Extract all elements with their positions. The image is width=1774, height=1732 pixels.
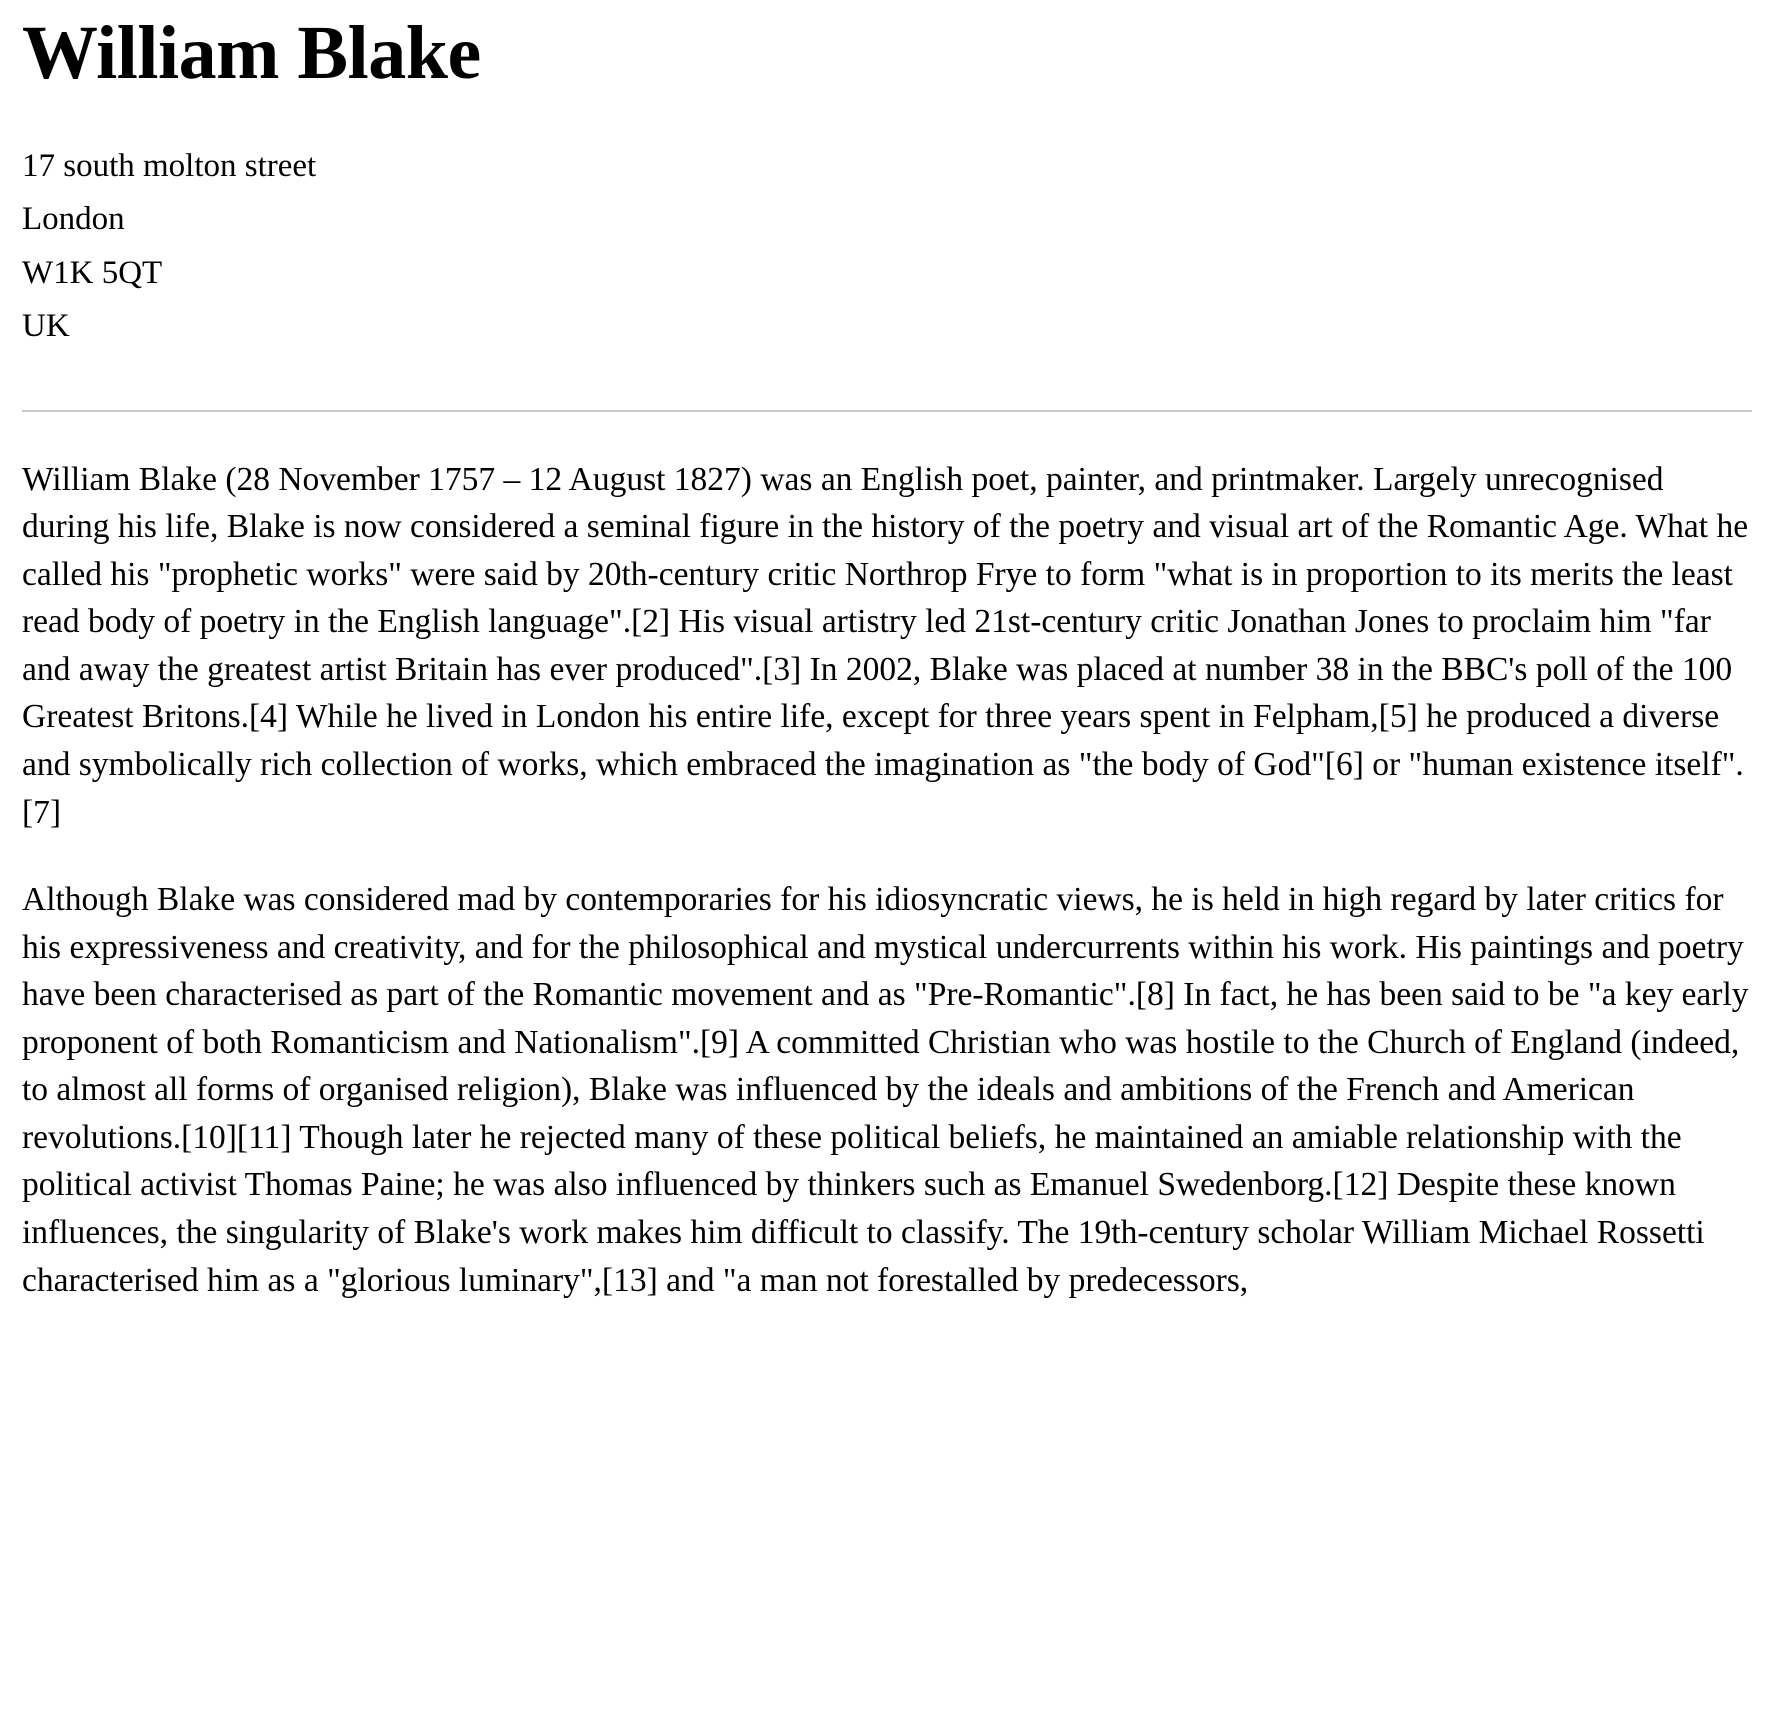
address-line-street: 17 south molton street: [22, 147, 317, 184]
address-line-city: London: [22, 201, 125, 238]
article-body: [22, 456, 1752, 1305]
paragraph-1: William Blake (28 November 1757 – 12 August 1827) was an English poet, painter, and printmaker. Largely unrecognised during his life, Blake is now considered a seminal figure in the history of the poetry and visual art of the Romantic Age. What he called his "prophetic works" were said by 20th-century critic Northrop Frye to form "what is in proportion to its merits the least read body of poetry in the English language".[2] His visual artistry led 21st-century critic Jonathan Jones to proclaim him "far and away the greatest artist Britain has ever produced".[3] In 2002, Blake was placed at number 38 in the BBC's poll of the 100 Greatest Britons.[4] While he lived in London his entire life, except for three years spent in Felpham,[5] he produced a diverse and symbolically rich collection of works, which embraced the imagination as "the body of God"[6] or "human existence itself".[7]: [22, 460, 1749, 831]
address-block: [22, 140, 1752, 354]
section-divider: [22, 410, 1752, 412]
paragraph-2: Although Blake was considered mad by contemporaries for his idiosyncratic views, he is held in high regard by later critics for his expressiveness and creativity, and for the philosophical and mystical undercurrents within his work. His paintings and poetry have been characterised as part of the Romantic movement and as "Pre-Romantic".[8] In fact, he has been said to be "a key early proponent of both Romanticism and Nationalism".[9] A committed Christian who was hostile to the Church of England (indeed, to almost all forms of organised religion), Blake was influenced by the ideals and ambitions of the French and American revolutions.[10][11] Though later he rejected many of these political beliefs, he maintained an amiable relationship with the political activist Thomas Paine; he was also influenced by thinkers such as Emanuel Swedenborg.[12] Despite these known influences, the singularity of Blake's work makes him difficult to classify. The 19th-century scholar William Michael Rossetti characterised him as a "glorious luminary",[13] and "a man not forestalled by predecessors,: [22, 881, 1749, 1299]
address-line-postcode: W1K 5QT: [22, 254, 163, 291]
address-line-country: UK: [22, 308, 70, 345]
page-title: William Blake: [22, 11, 481, 95]
